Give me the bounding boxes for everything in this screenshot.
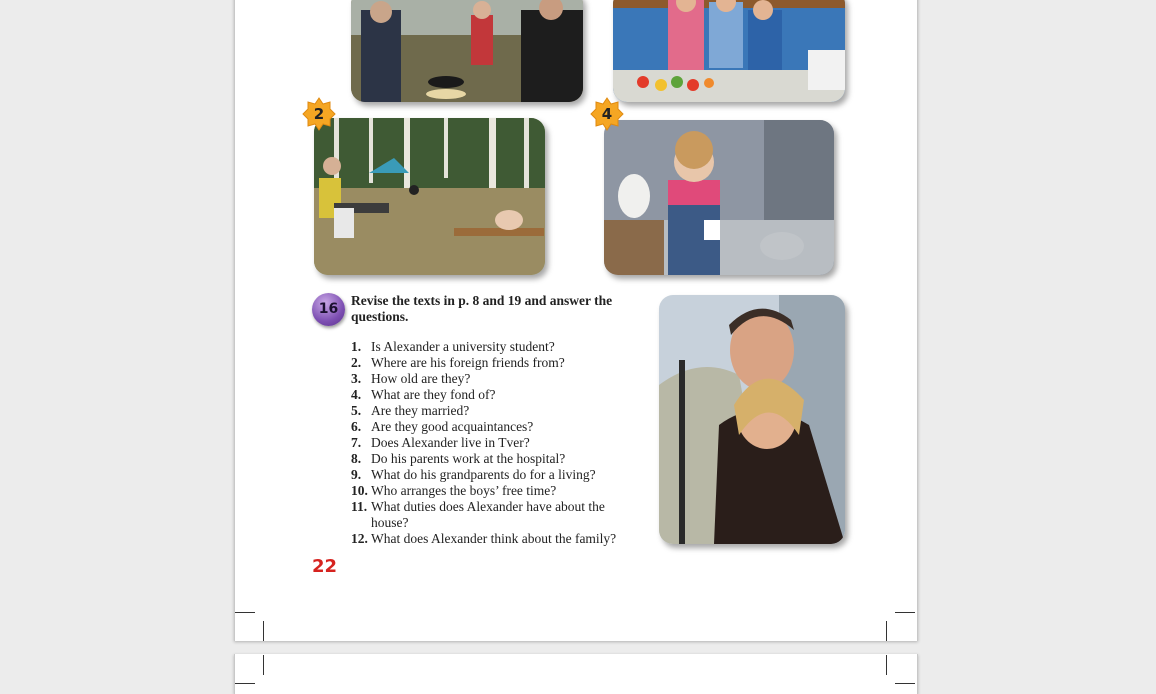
list-item: 3. How old are they? — [351, 371, 471, 386]
page-number: 22 — [312, 556, 338, 577]
crop-mark — [235, 612, 255, 613]
photo-number-badge: 4 — [590, 97, 624, 131]
crop-mark — [886, 655, 887, 675]
list-item: 5. Are they married? — [351, 403, 470, 418]
crop-mark — [886, 621, 887, 641]
photo-number-badge: 2 — [302, 97, 336, 131]
list-item: 9. What do his grandparents do for a living? — [351, 467, 596, 482]
exercise-number-badge: 16 — [312, 293, 345, 326]
list-item: 10. Who arranges the boys’ free time? — [351, 483, 557, 498]
crop-mark — [235, 683, 255, 684]
crop-mark — [263, 621, 264, 641]
photo-forest-picnic — [314, 118, 545, 275]
list-item: 11. What duties does Alexander have about the house? — [351, 499, 605, 530]
list-item: 12. What does Alexander think about the family? — [351, 531, 617, 546]
list-item: 8. Do his parents work at the hospital? — [351, 451, 566, 466]
crop-mark — [263, 655, 264, 675]
list-item: 2. Where are his foreign friends from? — [351, 355, 565, 370]
list-item: 1. Is Alexander a university student? — [351, 339, 555, 354]
list-item: 6. Are they good acquaintances? — [351, 419, 534, 434]
crop-mark — [895, 683, 915, 684]
list-item: 4. What are they fond of? — [351, 387, 496, 402]
crop-mark — [895, 612, 915, 613]
photo-girl-kitchen — [604, 120, 834, 275]
photo-kitchen-family — [613, 0, 845, 102]
exercise-instruction: Revise the texts in p. 8 and 19 and answer the questions. — [351, 293, 613, 324]
photo-outdoor-cooking — [351, 0, 583, 102]
question-list — [351, 339, 621, 547]
next-document-page — [234, 654, 918, 694]
photo-couple — [659, 295, 845, 544]
list-item: 7. Does Alexander live in Tver? — [351, 435, 530, 450]
